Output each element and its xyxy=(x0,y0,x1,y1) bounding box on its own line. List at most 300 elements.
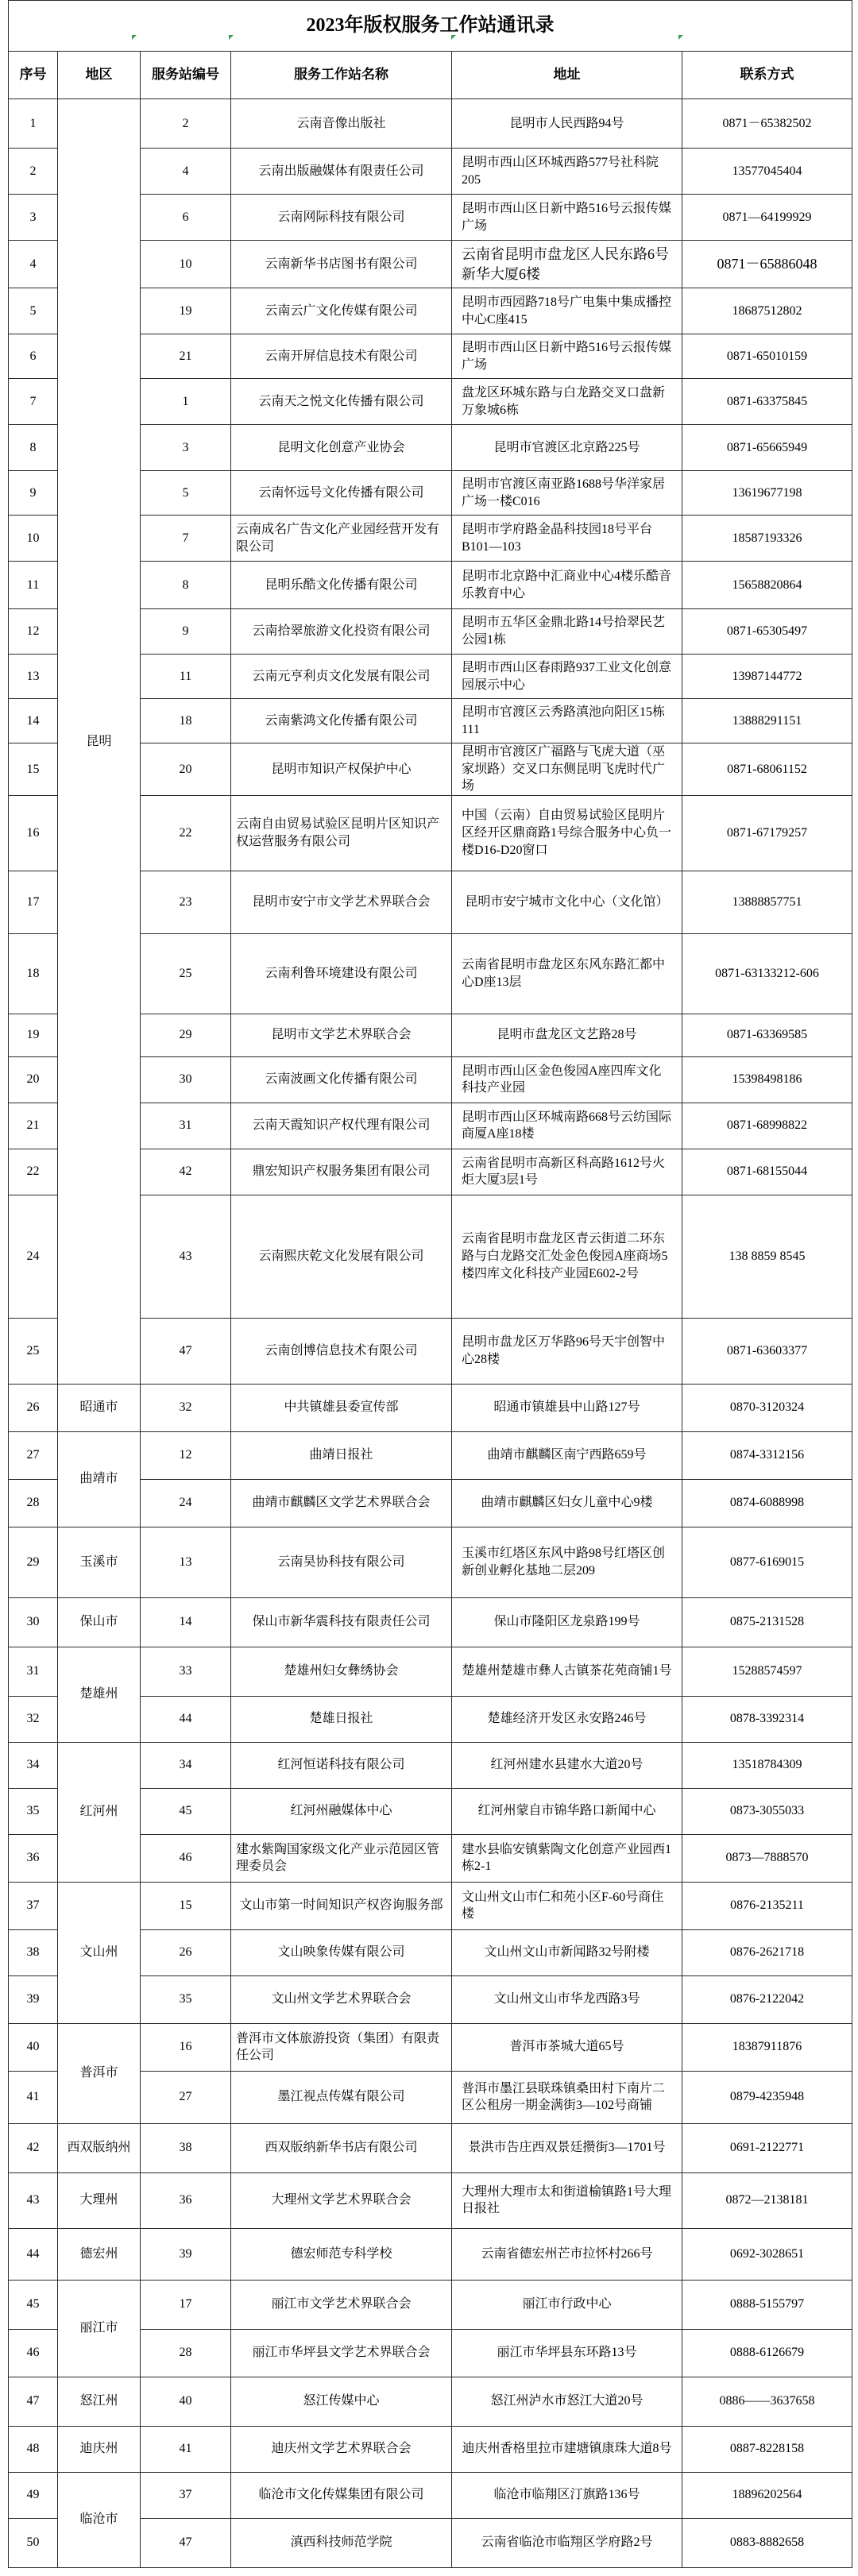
station-name-cell xyxy=(231,334,452,379)
address: 楚雄州楚雄市彝人古镇茶花苑商铺1号 xyxy=(462,1664,672,1678)
station-name: 云南出版融媒体有限责任公司 xyxy=(258,164,424,178)
station-no-cell: 45 xyxy=(141,1788,231,1834)
contact-cell: 0886——3637658 xyxy=(682,2377,852,2426)
address-cell xyxy=(452,1696,682,1742)
station-name: 建水紫陶国家级文化产业示范园区管理委员会 xyxy=(236,1842,440,1874)
station-no-cell: 2 xyxy=(141,99,231,149)
seq-cell: 39 xyxy=(9,1975,58,2023)
station-name: 云南利鲁环境建设有限公司 xyxy=(265,966,418,980)
station-name-cell xyxy=(231,1318,452,1384)
region-cell: 保山市 xyxy=(58,1597,141,1647)
seq-cell: 30 xyxy=(9,1597,58,1647)
station-no-cell: 18 xyxy=(141,699,231,743)
seq-cell: 44 xyxy=(9,2228,58,2280)
contact-cell: 18687512802 xyxy=(682,288,852,334)
station-name-cell xyxy=(231,379,452,425)
address-cell xyxy=(452,1527,682,1597)
region-cell: 红河州 xyxy=(58,1742,141,1882)
station-name-cell xyxy=(231,1929,452,1975)
address: 文山州文山市华龙西路3号 xyxy=(493,1992,640,2006)
table-row xyxy=(9,1431,852,1479)
seq-cell: 46 xyxy=(9,2329,58,2377)
address-cell xyxy=(452,1195,682,1318)
station-name: 曲靖日报社 xyxy=(309,1448,373,1462)
station-no-cell: 32 xyxy=(141,1384,231,1431)
contact-cell: 0691-2122771 xyxy=(682,2123,852,2172)
station-name-cell xyxy=(231,2472,452,2518)
station-no-cell: 23 xyxy=(141,871,231,933)
table-row xyxy=(9,99,852,149)
address: 昆明市盘龙区文艺路28号 xyxy=(497,1028,637,1042)
station-name: 保山市新华震科技有限责任公司 xyxy=(252,1615,431,1629)
region-cell: 昆明 xyxy=(58,99,141,1385)
seq-cell: 41 xyxy=(9,2071,58,2123)
contact-cell: 0871-63603377 xyxy=(682,1318,852,1384)
station-name: 云南怀远号文化传播有限公司 xyxy=(258,485,424,500)
contact-cell: 0877-6169015 xyxy=(682,1527,852,1597)
contact-cell: 0871-63133212-606 xyxy=(682,933,852,1014)
station-no-cell: 4 xyxy=(141,149,231,195)
station-name: 怒江传媒中心 xyxy=(303,2394,380,2408)
seq-cell: 29 xyxy=(9,1527,58,1597)
station-name: 滇西科技师范学院 xyxy=(290,2535,392,2550)
station-name-cell xyxy=(231,2123,452,2172)
station-name: 昆明乐酷文化传播有限公司 xyxy=(265,577,418,592)
station-name-cell xyxy=(231,2023,452,2071)
contact-cell: 0692-3028651 xyxy=(682,2228,852,2280)
station-name: 云南音像出版社 xyxy=(296,116,386,130)
station-name-cell xyxy=(231,1975,452,2023)
station-name: 昆明市文学艺术界联合会 xyxy=(271,1028,412,1042)
station-name-cell xyxy=(231,471,452,516)
station-name: 云南天霞知识产权代理有限公司 xyxy=(252,1118,431,1133)
station-name-cell xyxy=(231,1788,452,1834)
region-cell: 文山州 xyxy=(58,1882,141,2023)
seq-cell: 26 xyxy=(9,1384,58,1431)
address: 昆明市学府路金晶科技园18号平台B101—103 xyxy=(462,522,653,554)
address-cell xyxy=(452,1975,682,2023)
contact-cell: 0874-6088998 xyxy=(682,1479,852,1527)
station-no-cell: 35 xyxy=(141,1975,231,2023)
station-no-cell: 12 xyxy=(141,1431,231,1479)
station-name: 云南成名广告文化产业园经营开发有限公司 xyxy=(236,522,440,554)
header-address: 地址 xyxy=(452,52,682,99)
header-station-no: 服务站编号 xyxy=(141,52,231,99)
address: 昆明市安宁城市文化中心（文化馆） xyxy=(465,894,669,909)
station-name: 云南波画文化传播有限公司 xyxy=(265,1072,418,1087)
address-cell xyxy=(452,334,682,379)
address-cell xyxy=(452,743,682,796)
contact-cell: 0876-2135211 xyxy=(682,1882,852,1929)
station-name: 临沧市文化传媒集团有限公司 xyxy=(258,2488,424,2502)
station-name-cell xyxy=(231,1056,452,1103)
table-row xyxy=(9,2426,852,2472)
seq-cell: 11 xyxy=(9,562,58,609)
seq-cell: 42 xyxy=(9,2123,58,2172)
contact-cell: 0875-2131528 xyxy=(682,1597,852,1647)
station-name-cell xyxy=(231,2071,452,2123)
region-cell: 临沧市 xyxy=(58,2472,141,2567)
station-name-cell xyxy=(231,562,452,609)
station-name-cell xyxy=(231,1647,452,1696)
address-cell xyxy=(452,795,682,871)
contact-cell: 18587193326 xyxy=(682,516,852,562)
seq-cell: 9 xyxy=(9,471,58,516)
address-cell xyxy=(452,1597,682,1647)
region-cell: 曲靖市 xyxy=(58,1431,141,1527)
address-cell xyxy=(452,2377,682,2426)
seq-cell: 47 xyxy=(9,2377,58,2426)
station-name: 普洱市文体旅游投资（集团）有限责任公司 xyxy=(236,2031,440,2063)
station-name: 云南昊协科技有限公司 xyxy=(277,1554,405,1569)
contact-cell: 15658820864 xyxy=(682,562,852,609)
contact-cell: 0871-65010159 xyxy=(682,334,852,379)
station-no-cell: 46 xyxy=(141,1834,231,1882)
contact-cell: 13888857751 xyxy=(682,871,852,933)
seq-cell: 25 xyxy=(9,1318,58,1384)
seq-cell: 5 xyxy=(9,288,58,334)
address-cell xyxy=(452,871,682,933)
address-cell xyxy=(452,99,682,149)
station-name: 曲靖市麒麟区文学艺术界联合会 xyxy=(252,1496,431,1510)
table-row xyxy=(9,2023,852,2071)
seq-cell: 20 xyxy=(9,1056,58,1103)
station-name-cell xyxy=(231,241,452,288)
address-cell xyxy=(452,2071,682,2123)
address: 昆明市官渡区云秀路滇池向阳区15栋111 xyxy=(462,705,666,736)
contact-cell: 13987144772 xyxy=(682,655,852,699)
address: 云南省昆明市盘龙区青云街道二环东路与白龙路交汇处金色俊园A座商场5楼四库文化科技产业园E602-2号 xyxy=(462,1232,668,1280)
seq-cell: 35 xyxy=(9,1788,58,1834)
contact-cell: 0871-68061152 xyxy=(682,743,852,796)
address: 昆明市五华区金鼎北路14号拾翠民艺公园1栋 xyxy=(462,616,666,647)
station-no-cell: 13 xyxy=(141,1527,231,1597)
station-name: 文山映象传媒有限公司 xyxy=(277,1945,405,1960)
seq-cell: 38 xyxy=(9,1929,58,1975)
header-seq: 序号 xyxy=(9,52,58,99)
station-no-cell: 39 xyxy=(141,2228,231,2280)
address: 玉溪市红塔区东风中路98号红塔区创新创业孵化基地二层209 xyxy=(462,1547,666,1578)
station-no-cell: 44 xyxy=(141,1696,231,1742)
station-name: 云南紫鸿文化传播有限公司 xyxy=(265,713,418,728)
contact-cell: 13518784309 xyxy=(682,1742,852,1788)
seq-cell: 36 xyxy=(9,1834,58,1882)
address: 丽江市行政中心 xyxy=(522,2297,612,2311)
station-name-cell xyxy=(231,99,452,149)
contact-cell: 0887-8228158 xyxy=(682,2426,852,2472)
station-name: 迪庆州文学艺术界联合会 xyxy=(271,2442,412,2456)
address-cell xyxy=(452,2123,682,2172)
address-cell xyxy=(452,2280,682,2329)
contact-cell: 13577045404 xyxy=(682,149,852,195)
station-name-cell xyxy=(231,1195,452,1318)
seq-cell: 32 xyxy=(9,1696,58,1742)
title-row xyxy=(9,1,852,52)
contact-cell: 0871-63375845 xyxy=(682,379,852,425)
table-row xyxy=(9,1882,852,1929)
station-name: 西双版纳新华书店有限公司 xyxy=(265,2141,418,2155)
address-cell xyxy=(452,425,682,471)
station-name: 德宏师范专科学校 xyxy=(290,2246,392,2261)
address: 昆明市北京路中汇商业中心4楼乐酷音乐教育中心 xyxy=(462,569,672,601)
seq-cell: 49 xyxy=(9,2472,58,2518)
station-name-cell xyxy=(231,1882,452,1929)
station-no-cell: 3 xyxy=(141,425,231,471)
station-no-cell: 43 xyxy=(141,1195,231,1318)
address-cell xyxy=(452,2426,682,2472)
station-name: 云南新华书店图书有限公司 xyxy=(265,257,418,271)
contact-cell: 18387911876 xyxy=(682,2023,852,2071)
address: 文山州文山市新闻路32号附楼 xyxy=(484,1945,650,1960)
address: 昆明市西园路718号广电集中集成播控中心C座415 xyxy=(462,295,672,326)
seq-cell: 10 xyxy=(9,516,58,562)
station-name-cell xyxy=(231,425,452,471)
station-name-cell xyxy=(231,2280,452,2329)
seq-cell: 15 xyxy=(9,743,58,796)
station-no-cell: 6 xyxy=(141,195,231,241)
station-name-cell xyxy=(231,1597,452,1647)
table-row xyxy=(9,1647,852,1696)
seq-cell: 12 xyxy=(9,609,58,655)
station-name: 云南拾翠旅游文化投资有限公司 xyxy=(252,624,431,639)
station-no-cell: 9 xyxy=(141,609,231,655)
address-cell xyxy=(452,933,682,1014)
seq-cell: 27 xyxy=(9,1431,58,1479)
address-cell xyxy=(452,1647,682,1696)
address: 红河州蒙自市锦华路口新闻中心 xyxy=(477,1804,656,1818)
station-name-cell xyxy=(231,2426,452,2472)
address-cell xyxy=(452,1149,682,1195)
region-cell: 西双版纳州 xyxy=(58,2123,141,2172)
seq-cell: 7 xyxy=(9,379,58,425)
station-no-cell: 47 xyxy=(141,1318,231,1384)
address-cell xyxy=(452,2518,682,2567)
station-name-cell xyxy=(231,609,452,655)
contact-cell: 0888-5155797 xyxy=(682,2280,852,2329)
station-name-cell xyxy=(231,1384,452,1431)
contact-cell: 0879-4235948 xyxy=(682,2071,852,2123)
seq-cell: 34 xyxy=(9,1742,58,1788)
station-name: 云南天之悦文化传播有限公司 xyxy=(258,394,424,408)
address: 云南省德宏州芒市拉怀村266号 xyxy=(481,2246,653,2261)
seq-cell: 37 xyxy=(9,1882,58,1929)
address: 云南省昆明市盘龙区东风东路汇都中心D座13层 xyxy=(462,958,666,989)
station-name-cell xyxy=(231,699,452,743)
contact-cell: 13888291151 xyxy=(682,699,852,743)
address-cell xyxy=(452,2472,682,2518)
seq-cell: 22 xyxy=(9,1149,58,1195)
station-no-cell: 16 xyxy=(141,2023,231,2071)
region-cell: 丽江市 xyxy=(58,2280,141,2377)
station-name-cell xyxy=(231,2329,452,2377)
address: 昭通市镇雄县中山路127号 xyxy=(493,1400,640,1415)
seq-cell: 4 xyxy=(9,241,58,288)
header-contact: 联系方式 xyxy=(682,52,852,99)
region-cell: 大理州 xyxy=(58,2172,141,2228)
station-name: 红河恒诺科技有限公司 xyxy=(277,1758,405,1772)
seq-cell: 45 xyxy=(9,2280,58,2329)
station-no-cell: 25 xyxy=(141,933,231,1014)
station-name: 鼎宏知识产权服务集团有限公司 xyxy=(252,1164,431,1179)
address: 建水县临安镇紫陶文化创意产业园西1栋2-1 xyxy=(462,1842,672,1874)
address-cell xyxy=(452,149,682,195)
station-name-cell xyxy=(231,655,452,699)
address: 普洱市茶城大道65号 xyxy=(509,2040,624,2054)
address-cell xyxy=(452,2329,682,2377)
station-name-cell xyxy=(231,2518,452,2567)
address-cell xyxy=(452,1479,682,1527)
station-name: 丽江市华坪县文学艺术界联合会 xyxy=(252,2346,431,2360)
seq-cell: 31 xyxy=(9,1647,58,1696)
address-cell xyxy=(452,1742,682,1788)
contact-cell: 0876-2122042 xyxy=(682,1975,852,2023)
address-cell xyxy=(452,2172,682,2228)
address: 昆明市官渡区南亚路1688号华洋家居广场一楼C016 xyxy=(462,477,666,508)
address-cell xyxy=(452,195,682,241)
station-no-cell: 38 xyxy=(141,2123,231,2172)
address: 怒江州泸水市怒江大道20号 xyxy=(490,2394,644,2408)
station-no-cell: 1 xyxy=(141,379,231,425)
station-no-cell: 26 xyxy=(141,1929,231,1975)
contact-cell: 0871—64199929 xyxy=(682,195,852,241)
station-name-cell xyxy=(231,195,452,241)
address: 保山市隆阳区龙泉路199号 xyxy=(493,1615,640,1629)
address: 普洱市墨江县联珠镇桑田村下南片二区公租房一期金满街3—102号商铺 xyxy=(462,2081,666,2113)
contact-cell: 0870-3120324 xyxy=(682,1384,852,1431)
green-marker-icon xyxy=(229,35,234,40)
station-name: 昆明市知识产权保护中心 xyxy=(271,762,412,776)
region-cell: 普洱市 xyxy=(58,2023,141,2123)
seq-cell: 21 xyxy=(9,1103,58,1149)
contact-cell: 0871-65305497 xyxy=(682,609,852,655)
station-no-cell: 19 xyxy=(141,288,231,334)
station-no-cell: 20 xyxy=(141,743,231,796)
seq-cell: 14 xyxy=(9,699,58,743)
address-cell xyxy=(452,655,682,699)
address: 昆明市西山区春雨路937工业文化创意园展示中心 xyxy=(462,660,672,692)
station-no-cell: 17 xyxy=(141,2280,231,2329)
contact-cell: 0871-67179257 xyxy=(682,795,852,871)
contact-cell: 0871－65886048 xyxy=(682,241,852,288)
station-name-cell xyxy=(231,1742,452,1788)
contact-cell: 0871－65382502 xyxy=(682,99,852,149)
station-name-cell xyxy=(231,871,452,933)
seq-cell: 24 xyxy=(9,1195,58,1318)
station-name-cell xyxy=(231,1149,452,1195)
green-marker-icon xyxy=(132,35,137,40)
station-name-cell xyxy=(231,1014,452,1056)
station-name-cell xyxy=(231,795,452,871)
contact-cell: 0871-68155044 xyxy=(682,1149,852,1195)
address: 临沧市临翔区汀旗路136号 xyxy=(493,2488,640,2502)
address-cell xyxy=(452,1384,682,1431)
seq-cell: 16 xyxy=(9,795,58,871)
address-cell xyxy=(452,1318,682,1384)
region-cell: 玉溪市 xyxy=(58,1527,141,1597)
contact-cell: 0878-3392314 xyxy=(682,1696,852,1742)
address-cell xyxy=(452,562,682,609)
table-row xyxy=(9,2472,852,2518)
address-cell xyxy=(452,1882,682,1929)
seq-cell: 48 xyxy=(9,2426,58,2472)
station-name: 文山州文学艺术界联合会 xyxy=(271,1992,412,2006)
station-no-cell: 5 xyxy=(141,471,231,516)
station-no-cell: 31 xyxy=(141,1103,231,1149)
station-name: 中共镇雄县委宣传部 xyxy=(284,1400,399,1415)
address-cell xyxy=(452,699,682,743)
station-name-cell xyxy=(231,1527,452,1597)
region-cell: 迪庆州 xyxy=(58,2426,141,2472)
station-name-cell xyxy=(231,2172,452,2228)
contact-cell: 0876-2621718 xyxy=(682,1929,852,1975)
green-marker-icon xyxy=(451,35,456,40)
station-no-cell: 22 xyxy=(141,795,231,871)
address-cell xyxy=(452,1929,682,1975)
contact-cell: 0873—7888570 xyxy=(682,1834,852,1882)
address-cell xyxy=(452,1834,682,1882)
contact-cell: 15398498186 xyxy=(682,1056,852,1103)
address: 昆明市西山区环城南路668号云纺国际商厦A座18楼 xyxy=(462,1110,672,1141)
station-no-cell: 41 xyxy=(141,2426,231,2472)
seq-cell: 2 xyxy=(9,149,58,195)
station-no-cell: 40 xyxy=(141,2377,231,2426)
station-name: 昆明文化创意产业协会 xyxy=(277,440,405,454)
contact-cell: 13619677198 xyxy=(682,471,852,516)
seq-cell: 28 xyxy=(9,1479,58,1527)
table-row xyxy=(9,2123,852,2172)
station-no-cell: 7 xyxy=(141,516,231,562)
address: 红河州建水县建水大道20号 xyxy=(490,1758,644,1772)
seq-cell: 43 xyxy=(9,2172,58,2228)
station-name-cell xyxy=(231,288,452,334)
station-name: 云南创博信息技术有限公司 xyxy=(265,1343,418,1358)
station-no-cell: 42 xyxy=(141,1149,231,1195)
region-cell: 德宏州 xyxy=(58,2228,141,2280)
address: 中国（云南）自由贸易试验区昆明片区经开区鼎商路1号综合服务中心负一楼D16-D20窗口 xyxy=(462,809,672,857)
station-no-cell: 8 xyxy=(141,562,231,609)
station-no-cell: 47 xyxy=(141,2518,231,2567)
station-name: 丽江市文学艺术界联合会 xyxy=(271,2297,412,2311)
station-name-cell xyxy=(231,1103,452,1149)
station-name-cell xyxy=(231,1431,452,1479)
address-cell xyxy=(452,1788,682,1834)
table-row xyxy=(9,1597,852,1647)
address: 昆明市人民西路94号 xyxy=(509,116,624,130)
contact-cell: 15288574597 xyxy=(682,1647,852,1696)
address-cell xyxy=(452,1056,682,1103)
address: 盘龙区环城东路与白龙路交叉口盘新万象城6栋 xyxy=(462,385,666,417)
seq-cell: 19 xyxy=(9,1014,58,1056)
address: 文山州文山市仁和苑小区F-60号商住楼 xyxy=(462,1890,664,1921)
address: 景洪市告庄西双景廷攒街3—1701号 xyxy=(468,2141,666,2155)
station-name-cell xyxy=(231,933,452,1014)
contact-cell: 0871-65665949 xyxy=(682,425,852,471)
table-row xyxy=(9,1742,852,1788)
address: 云南省昆明市盘龙区人民东路6号新华大厦6楼 xyxy=(462,246,669,282)
address: 楚雄经济开发区永安路246号 xyxy=(487,1712,647,1726)
station-no-cell: 27 xyxy=(141,2071,231,2123)
contact-cell: 0888-6126679 xyxy=(682,2329,852,2377)
station-no-cell: 15 xyxy=(141,1882,231,1929)
seq-cell: 17 xyxy=(9,871,58,933)
station-name-cell xyxy=(231,516,452,562)
address: 迪庆州香格里拉市建塘镇康珠大道8号 xyxy=(462,2442,672,2456)
address: 昆明市官渡区北京路225号 xyxy=(493,440,640,454)
station-no-cell: 30 xyxy=(141,1056,231,1103)
station-name: 大理州文学艺术界联合会 xyxy=(271,2193,412,2207)
station-name-cell xyxy=(231,2228,452,2280)
station-no-cell: 37 xyxy=(141,2472,231,2518)
